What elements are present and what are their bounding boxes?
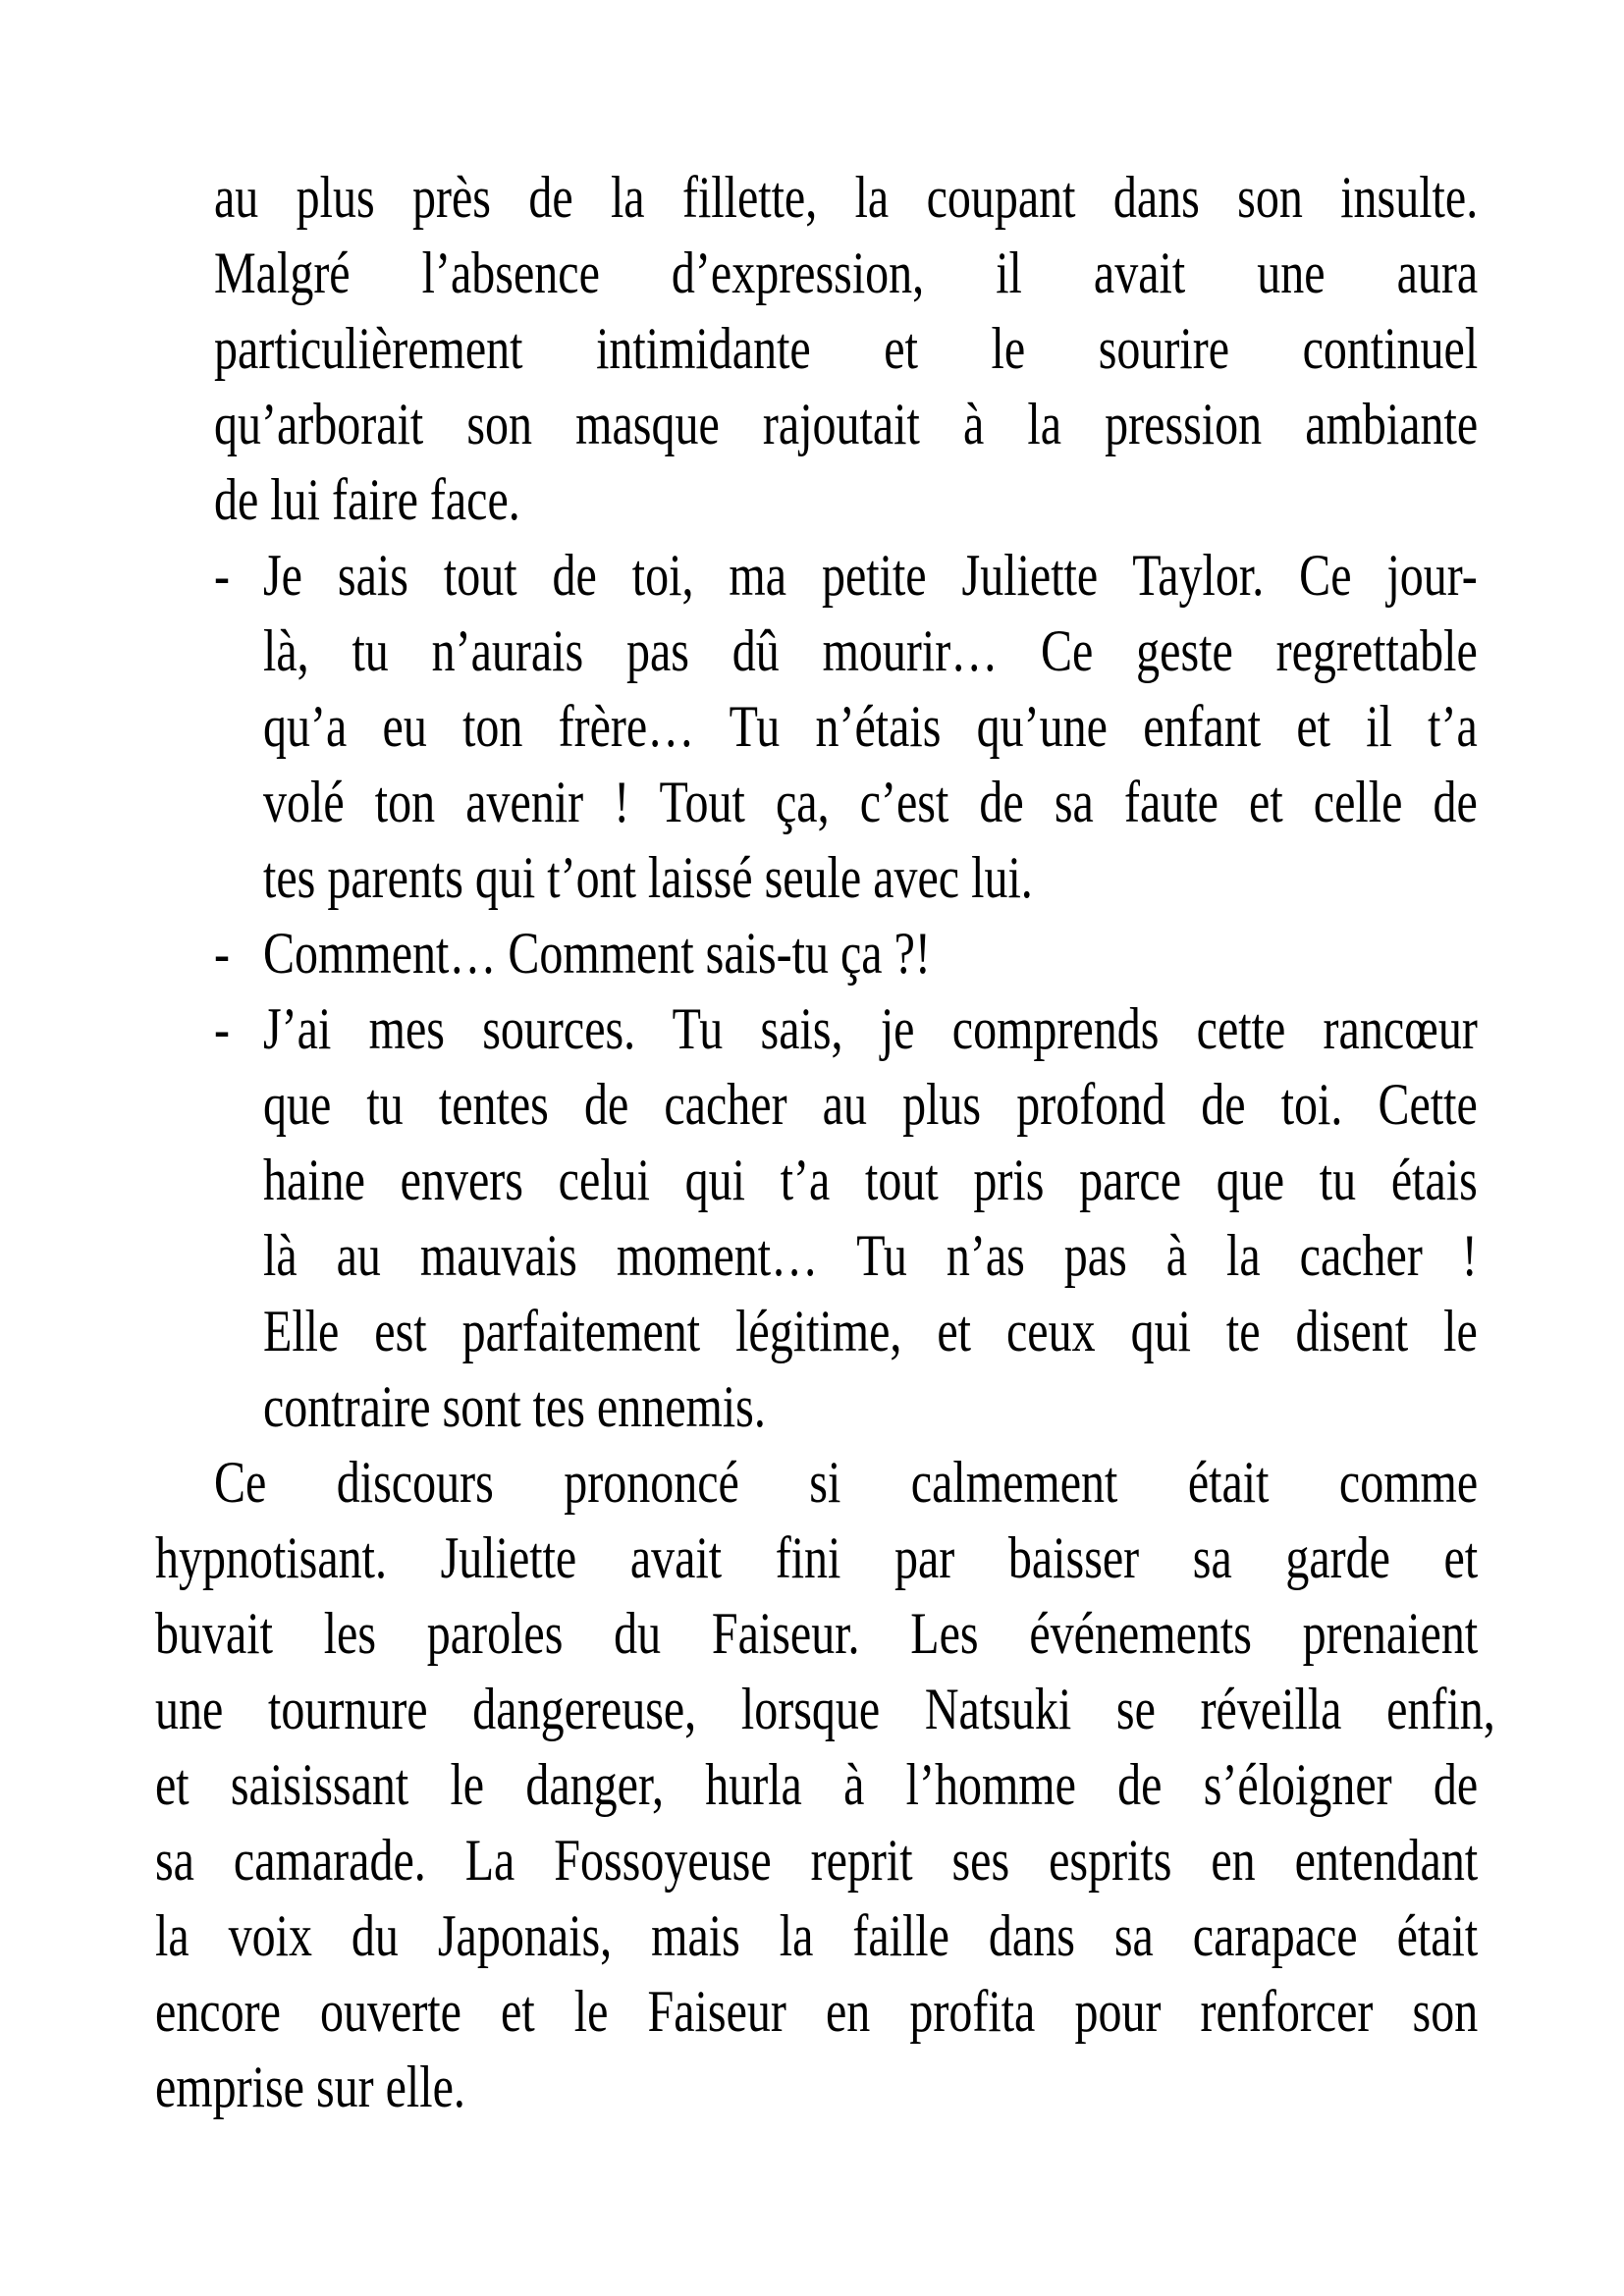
text-line-content: sa camarade. La Fossoyeuse reprit ses esprits en entendant xyxy=(155,1828,1479,1893)
text-line-content: Elle est parfaitement légitime, et ceux qui te disent le xyxy=(263,1299,1478,1363)
text-line-content: au plus près de la fillette, la coupant dans son insulte. xyxy=(214,165,1479,230)
text-line xyxy=(263,1294,1478,1369)
text-line-content: Comment… Comment sais-tu ça ?! xyxy=(263,921,931,986)
text-line xyxy=(263,840,1225,916)
text-line xyxy=(214,236,1478,311)
text-line-content: contraire sont tes ennemis. xyxy=(263,1374,766,1439)
text-line-content: la voix du Japonais, mais la faille dans sa carapace était xyxy=(155,1903,1479,1968)
text-line-content: de lui faire face. xyxy=(214,467,520,532)
text-line-content: là au mauvais moment… Tu n’as pas à la cacher ! xyxy=(263,1223,1478,1288)
text-line-content: là, tu n’aurais pas dû mourir… Ce geste regrettable xyxy=(263,618,1478,683)
text-line-content: une tournure dangereuse, lorsque Natsuki se réveilla enfin, xyxy=(155,1677,1495,1741)
text-line-content: hypnotisant. Juliette avait fini par baisser sa garde et xyxy=(155,1525,1479,1590)
text-line xyxy=(155,1521,1478,1596)
text-line xyxy=(155,1898,1478,1974)
text-line xyxy=(263,1369,892,1445)
text-line xyxy=(214,387,1478,462)
text-line xyxy=(155,1596,1478,1672)
text-line-content: que tu tentes de cacher au plus profond de toi. Cette xyxy=(263,1072,1478,1137)
text-line xyxy=(155,2050,543,2125)
text-line-content: encore ouverte et le Faiseur en profita pour renforcer son xyxy=(155,1979,1479,2044)
text-line-content: J’ai mes sources. Tu sais, je comprends cette rancœur xyxy=(263,996,1478,1061)
text-line-content: particulièrement intimidante et le sourire continuel xyxy=(214,316,1479,381)
text-line-content: tes parents qui t’ont laissé seule avec lui. xyxy=(263,845,1033,910)
text-line xyxy=(263,916,1098,991)
text-line xyxy=(263,1067,1478,1143)
text-line-content: et saisissant le danger, hurla à l’homme de s’éloigner de xyxy=(155,1752,1479,1817)
text-line xyxy=(263,765,1478,840)
text-line xyxy=(214,160,1478,236)
text-line xyxy=(263,538,1478,614)
text-line xyxy=(155,1747,1478,1823)
text-line-content: Ce discours prononcé si calmement était comme xyxy=(214,1450,1479,1515)
text-line xyxy=(214,462,597,538)
text-line xyxy=(155,1672,1495,1747)
text-line xyxy=(263,1218,1478,1294)
text-line xyxy=(263,1143,1478,1218)
text-line-content: buvait les paroles du Faiseur. Les événements prenaient xyxy=(155,1601,1479,1666)
text-line xyxy=(263,689,1478,765)
text-line xyxy=(155,1823,1478,1898)
text-line xyxy=(263,991,1478,1067)
text-line-content: Je sais tout de toi, ma petite Juliette Taylor. Ce jour- xyxy=(263,543,1478,608)
text-line-content: Malgré l’absence d’expression, il avait une aura xyxy=(214,240,1479,305)
text-line xyxy=(155,1974,1478,2050)
text-line xyxy=(214,311,1478,387)
text-line-content: qu’arborait son masque rajoutait à la pression ambiante xyxy=(214,392,1479,456)
dialogue-dash: - xyxy=(214,921,230,986)
text-line xyxy=(263,614,1478,689)
dialogue-dash: - xyxy=(214,996,230,1061)
text-line-content: volé ton avenir ! Tout ça, c’est de sa faute et celle de xyxy=(263,770,1478,834)
dialogue-dash: - xyxy=(214,543,230,608)
text-line xyxy=(214,1445,1478,1521)
text-line-content: emprise sur elle. xyxy=(155,2055,465,2119)
text-line-content: haine envers celui qui t’a tout pris parce que tu étais xyxy=(263,1148,1478,1212)
text-line-content: qu’a eu ton frère… Tu n’étais qu’une enfant et il t’a xyxy=(263,694,1478,759)
